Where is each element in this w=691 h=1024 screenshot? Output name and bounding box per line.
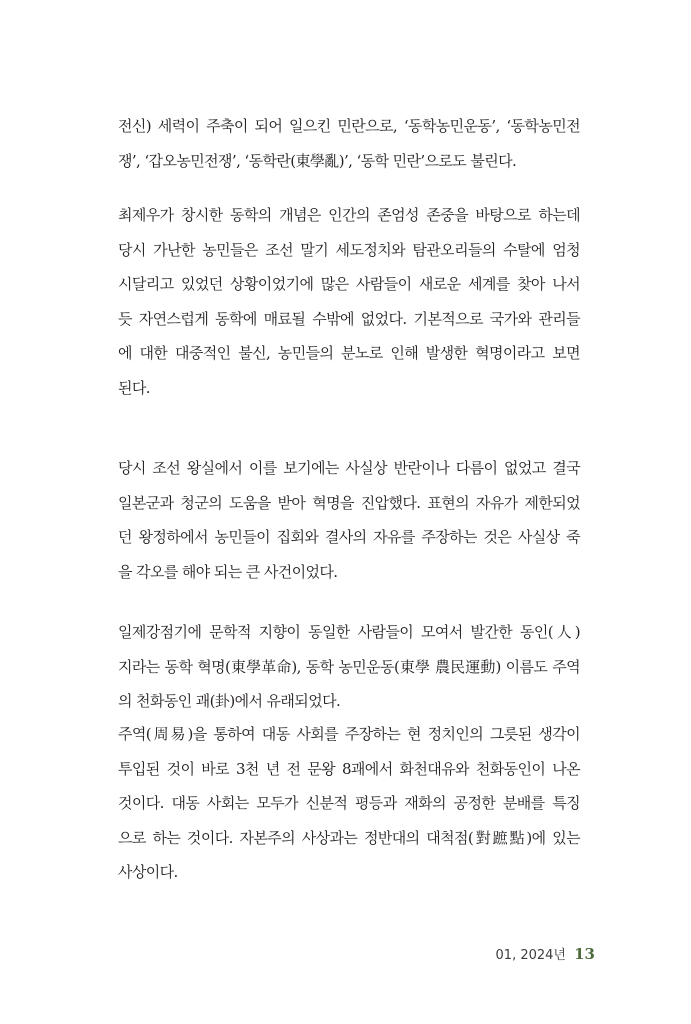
text-line: 에 대한 대중적인 불신, 농민들의 분노로 인해 발생한 혁명이라고 보면 [118,344,580,362]
text-line: 사상이다. [118,863,178,881]
text-line: 된다. [118,378,150,397]
text-line: 을 각오를 해야 되는 큰 사건이었다. [118,562,338,581]
paragraph-1 [118,109,580,178]
text-line: 의 천화동인 괘(卦)에서 유래되었다. [118,692,341,710]
text-line: 시달리고 있었던 상황이었기에 많은 사람들이 새로운 세계를 찾아 나서 [118,275,580,293]
issue-label: 01, 2024년 [495,948,566,963]
text-line: 투입된 것이 바로 3천 년 전 문왕 8괘에서 화천대유와 천화동인이 나온 [118,759,580,778]
text-line: 전신) 세력이 주축이 되어 일으킨 민란으로, ‘동학농민운동’, ‘동학농민전 [118,117,580,135]
text-line: 주역(周易)을 통하여 대동 사회를 주장하는 현 정치인의 그릇된 생각이 [118,725,580,743]
text-line: 쟁’, ‘갑오농민전쟁’, ‘동학란(東學亂)’, ‘동학 민란’으로도 불린다. [118,151,517,170]
text-line: 최제우가 창시한 동학의 개념은 인간의 존엄성 존중을 바탕으로 하는데 [118,206,580,224]
paragraph-3 [118,451,580,589]
text-line: 던 왕정하에서 농민들이 집회와 결사의 자유를 주장하는 것은 사실상 죽 [118,528,580,546]
paragraph-4 [118,615,580,719]
text-line: 일제강점기에 문학적 지향이 동일한 사람들이 모여서 발간한 동인(人) [118,623,580,641]
text-line: 당시 가난한 농민들은 조선 말기 세도정치와 탐관오리들의 수탈에 엄청 [118,240,580,259]
text-line: 으로 하는 것이다. 자본주의 사상과는 정반대의 대척점(對蹠點)에 있는 [118,828,580,847]
page-footer [496,944,595,963]
page-number: 13 [574,945,595,963]
text-line: 당시 조선 왕실에서 이를 보기에는 사실상 반란이나 다름이 없었고 결국 [118,459,580,477]
paragraph-2 [118,198,580,405]
text-line: 지라는 동학 혁명(東學革命), 동학 농민운동(東學 農民運動) 이름도 주역 [118,657,580,676]
text-line: 일본군과 청군의 도움을 받아 혁명을 진압했다. 표현의 자유가 제한되었 [118,493,580,512]
text-line: 듯 자연스럽게 동학에 매료될 수밖에 없었다. 기본적으로 국가와 관리들 [118,309,580,328]
paragraph-5 [118,717,580,890]
text-line: 것이다. 대동 사회는 모두가 신분적 평등과 재화의 공정한 분배를 특징 [118,794,580,812]
